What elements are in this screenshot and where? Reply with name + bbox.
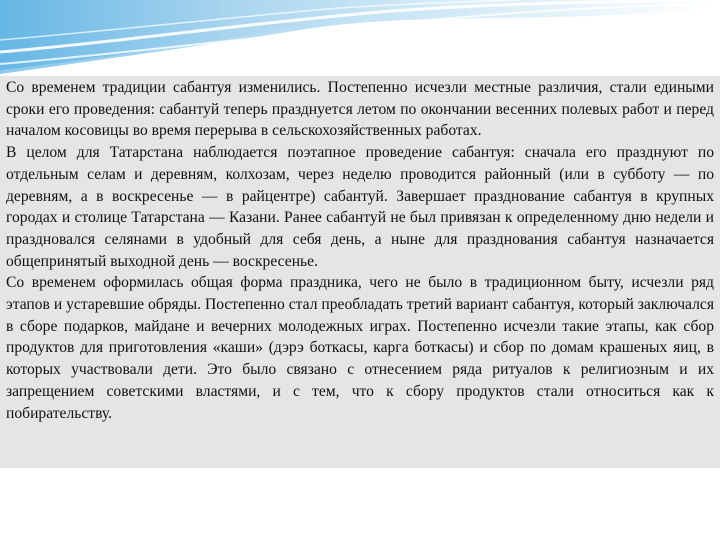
paragraph-common-form: Со временем оформилась общая форма праздника, чего не было в традиционном быту, исчезли ряд этапов и устаревшие обряды. Постепенно стал преобладать третий вариант сабантуя, который заключался в сборе подарков, майдане и вечерних молодежных играх. Постепенно исчезли такие этапы, как сбор продуктов для приготовления «каши» (дэрэ боткасы, карга боткасы) и сбор по домам крашеных яиц, в которых участвовали дети. Это было связано с отнесением ряда ритуалов к религиозным и их запрещением советскими властями, и с тем, что к сбору продуктов стали относиться как к побирательству. (6, 274, 714, 422)
paragraph-staged-celebration: В целом для Татарстана наблюдается поэтапное проведение сабантуя: сначала его празднуют по отдельным селам и деревням, колхозам, через неделю проводится районный (или в субботу — по деревням, а в воскресенье — в райцентре) сабантуй. Завершает празднование сабантуя в крупных городах и столице Татарстана — Казани. Ранее сабантуй не был привязан к определенному дню недели и праздновался селянами в удобный для себя день, а ныне для празднования сабантуя назначается общепринятый выходной день — воскресенье. (6, 144, 714, 270)
body-text-box (0, 76, 720, 468)
paragraph-traditions-changed: Со временем традиции сабантуя изменились. Постепенно исчезли местные различия, стали едиными сроки его проведения: сабантуй теперь празднуется летом по окончании весенних полевых работ и перед началом косовицы во время перерыва в сельскохозяйственных работах. (6, 79, 714, 140)
decorative-wave-header (0, 0, 720, 80)
